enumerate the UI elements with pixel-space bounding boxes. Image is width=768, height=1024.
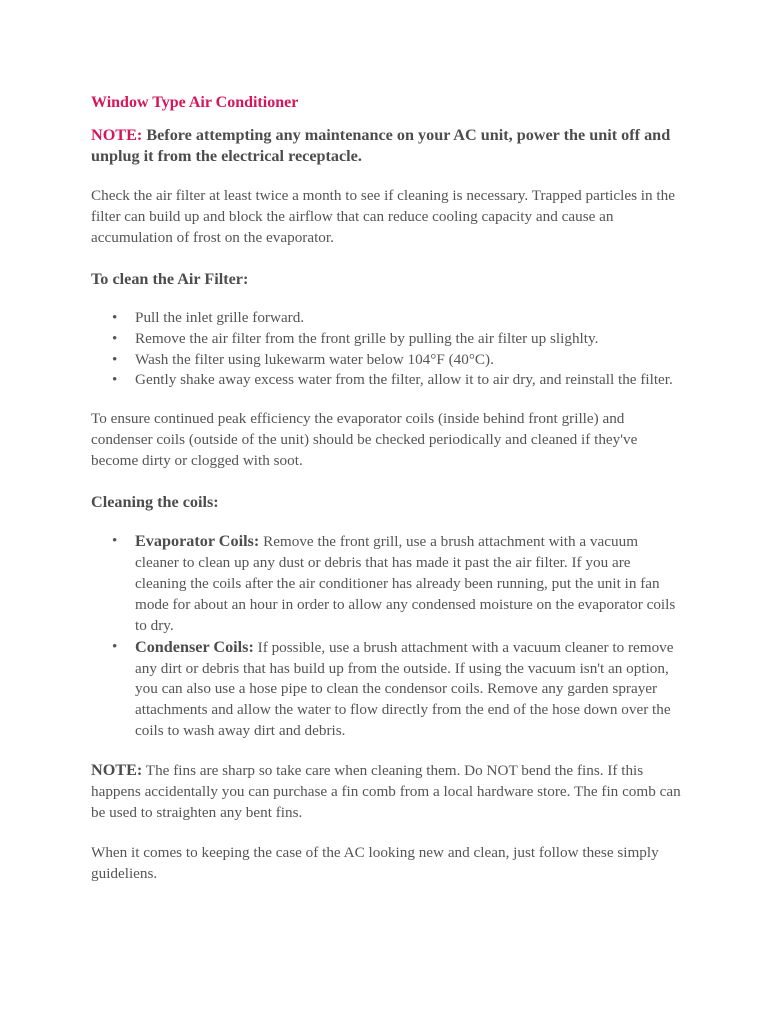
bullet-icon: • xyxy=(112,532,118,550)
list-item xyxy=(112,370,681,391)
bullet-icon: • xyxy=(112,308,118,326)
list-item-text: Pull the inlet grille forward. xyxy=(135,308,305,326)
document-content xyxy=(91,92,681,904)
efficiency-paragraph: To ensure continued peak efficiency the evaporator coils (inside behind front grille) and condenser coils (outside of the unit) should be checked periodically and cleaned if they've become dirty or clogged with soot. xyxy=(91,410,638,470)
coil-name: Evaporator Coils: xyxy=(135,532,260,551)
list-item xyxy=(112,637,681,743)
coils-heading: Cleaning the coils: xyxy=(91,493,219,512)
air-filter-heading: To clean the Air Filter: xyxy=(91,269,249,288)
coil-description: If possible, use a brush attachment with a vacuum cleaner to remove any dirt or debris that has build up from the outside. If using the vacuum isn't an option, you can also use a hose pipe to clean the condensor coils. Remove any garden sprayer attachments and allow the water to flow directly from the end of the hose down over the coils to wash away dirt and debris. xyxy=(135,638,674,740)
closing-paragraph: When it comes to keeping the case of the AC looking new and clean, just follow these simply guideliens. xyxy=(91,843,659,882)
list-item-text: Gently shake away excess water from the filter, allow it to air dry, and reinstall the filter. xyxy=(135,371,673,389)
intro-paragraph: Check the air filter at least twice a month to see if cleaning is necessary. Trapped particles in the filter can build up and block the airflow that can reduce cooling capacity and cause an accumulation of frost on the evaporator. xyxy=(91,187,675,246)
air-filter-steps-list xyxy=(91,308,681,392)
list-item xyxy=(112,531,681,637)
coil-name: Condenser Coils: xyxy=(135,637,254,656)
note-label: NOTE: xyxy=(91,126,143,144)
list-item xyxy=(112,350,681,371)
list-item-text: Wash the filter using lukewarm water below 104°F (40°C). xyxy=(135,350,494,368)
bullet-icon: • xyxy=(112,350,118,368)
coil-description: Remove the front grill, use a brush attachment with a vacuum cleaner to clean up any dust or debris that has made it past the air filter. If you are cleaning the coils after the air conditioner has already been running, put the unit in fan mode for about an hour in order to allow any condensed moisture on the evaporator coils to dry. xyxy=(135,533,676,634)
bullet-icon: • xyxy=(112,637,118,655)
document-title: Window Type Air Conditioner xyxy=(91,94,299,111)
note-text: The fins are sharp so take care when cleaning them. Do NOT bend the fins. If this happens accidentally you can purchase a fin comb from a local hardware store. The fin comb can be used to straighten any bent fins. xyxy=(91,762,681,821)
maintenance-note xyxy=(91,125,681,167)
bullet-icon: • xyxy=(112,371,118,389)
note-text: Before attempting any maintenance on your AC unit, power the unit off and unplug it from the electrical receptacle. xyxy=(91,126,671,165)
bullet-icon: • xyxy=(112,329,118,347)
list-item xyxy=(112,329,681,350)
note-label: NOTE: xyxy=(91,761,143,780)
list-item-text: Remove the air filter from the front grille by pulling the air filter up slighlty. xyxy=(135,329,599,347)
list-item xyxy=(112,308,681,329)
fins-note-paragraph xyxy=(91,760,681,824)
coils-list xyxy=(91,531,681,742)
